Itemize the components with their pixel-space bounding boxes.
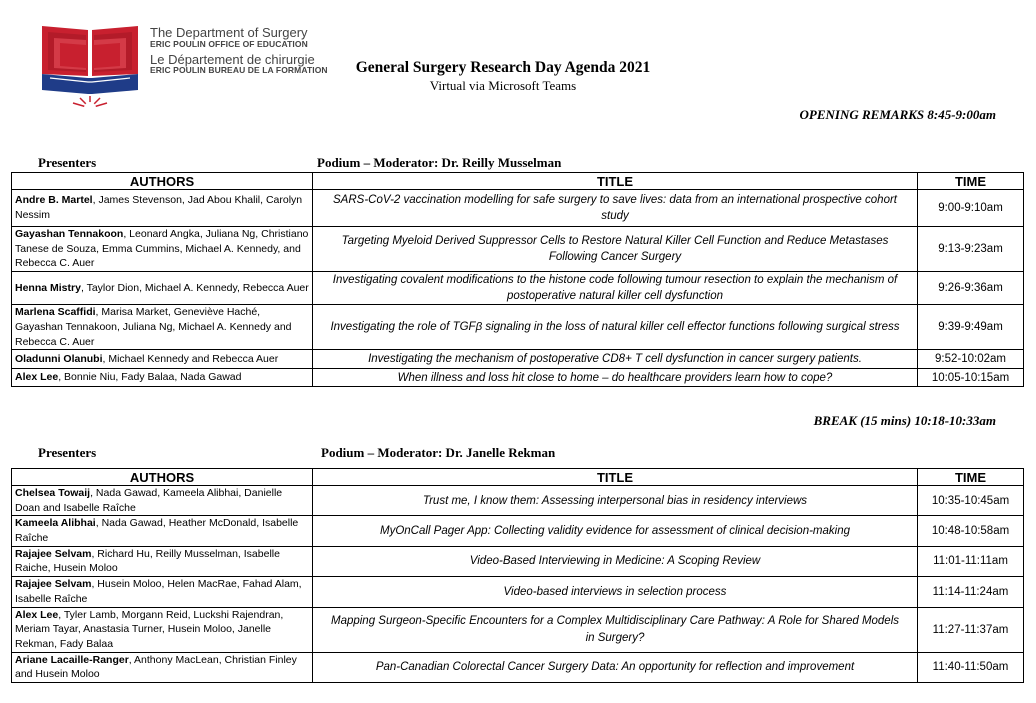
time-cell: 11:27-11:37am (918, 607, 1024, 652)
table-header-row (12, 469, 1024, 486)
coauthors: , Nada Gawad, Kameela Alibhai, Danielle Doan and Isabelle Raîche (15, 487, 283, 514)
opening-remarks-label: OPENING REMARKS 8:45-9:00am (799, 107, 996, 122)
authors-cell (12, 227, 313, 272)
table-row (12, 486, 1024, 516)
authors-cell (12, 652, 313, 682)
title-header: TITLE (313, 173, 918, 190)
podium-moderator-2: Podium – Moderator: Dr. Janelle Rekman (321, 445, 556, 460)
presentation-title-cell: Investigating the role of TGFβ signaling in the loss of natural killer cell effector functions following surgical stress (313, 305, 918, 350)
table-header-row (12, 173, 1024, 190)
authors-cell (12, 546, 313, 576)
authors-cell (12, 607, 313, 652)
presentation-title-cell: Targeting Myeloid Derived Suppressor Cells to Restore Natural Killer Cell Function and Reduce Metastases Following Cancer Surgery (313, 227, 918, 272)
table-row (12, 305, 1024, 350)
time-cell: 11:40-11:50am (918, 652, 1024, 682)
presentation-title-cell: Video-based interviews in selection process (313, 577, 918, 607)
lead-author: Ariane Lacaille-Ranger (15, 653, 129, 666)
coauthors: , Michael Kennedy and Rebecca Auer (102, 352, 279, 365)
coauthors: , Bonnie Niu, Fady Balaa, Nada Gawad (58, 371, 242, 384)
table-row (12, 369, 1024, 387)
presentation-title-cell: Trust me, I know them: Assessing interpersonal bias in residency interviews (313, 486, 918, 516)
coauthors: , Taylor Dion, Michael A. Kennedy, Rebecca Auer (80, 281, 309, 294)
lead-author: Oladunni Olanubi (15, 352, 103, 365)
table-row (12, 516, 1024, 546)
lead-author: Kameela Alibhai (15, 517, 96, 530)
table-row (12, 350, 1024, 369)
time-cell: 9:52-10:02am (918, 350, 1024, 369)
coauthors: , Richard Hu, Reilly Musselman, Isabelle Raiche, Husein Moloo (15, 547, 280, 575)
coauthors: , Husein Moloo, Helen MacRae, Fahad Alam, Isabelle Raîche (15, 578, 302, 605)
authors-cell (12, 305, 313, 350)
podium-moderator-1: Podium – Moderator: Dr. Reilly Musselman (317, 155, 562, 170)
office-name-en: ERIC POULIN OFFICE OF EDUCATION (150, 38, 308, 49)
lead-author: Chelsea Towaij (15, 487, 91, 499)
authors-cell (12, 350, 313, 369)
lead-author: Andre B. Martel (15, 194, 93, 207)
presentation-title-cell: Pan-Canadian Colorectal Cancer Surgery Data: An opportunity for reflection and improvement (313, 652, 918, 682)
authors-cell (12, 516, 313, 546)
time-cell: 9:13-9:23am (918, 227, 1024, 272)
time-cell: 10:35-10:45am (918, 486, 1024, 516)
coauthors: , Leonard Angka, Juliana Ng, Christiano Tanese de Souza, Emma Cummins, Michael A. Kennedy, and Rebecca C. Auer (15, 228, 309, 270)
authors-cell (12, 190, 313, 227)
table-row (12, 227, 1024, 272)
department-logo (40, 16, 140, 108)
coauthors: , James Stevenson, Jad Abou Khalil, Carolyn Nessim (15, 194, 303, 221)
presenters-heading-2: Presenters (38, 445, 97, 460)
agenda-table-1 (11, 172, 1024, 387)
authors-cell (12, 369, 313, 387)
table-row (12, 607, 1024, 652)
break-label: BREAK (15 mins) 10:18-10:33am (813, 413, 996, 428)
agenda-title-block (330, 59, 676, 94)
time-cell: 10:05-10:15am (918, 369, 1024, 387)
coauthors: , Anthony MacLean, Christian Finley and Husein Moloo (15, 653, 297, 681)
presentation-title-cell: Investigating covalent modifications to the histone code following tumour resection to explain the mechanism of postoperative natural killer cell dysfunction (313, 272, 918, 305)
lead-author: Gayashan Tennakoon (15, 228, 124, 240)
office-name-fr: ERIC POULIN BUREAU DE LA FORMATION (150, 65, 328, 76)
authors-cell (12, 486, 313, 516)
presenters-heading-1: Presenters (38, 155, 97, 170)
lead-author: Rajajee Selvam (15, 547, 92, 560)
agenda-table-2 (11, 468, 1024, 683)
time-header: TIME (918, 173, 1024, 190)
presentation-title-cell: Investigating the mechanism of postoperative CD8+ T cell dysfunction in cancer surgery patients. (313, 350, 918, 369)
department-name-block (150, 26, 328, 75)
lead-author: Marlena Scaffidi (15, 306, 96, 319)
lead-author: Alex Lee (15, 371, 59, 384)
time-cell: 11:14-11:24am (918, 577, 1024, 607)
agenda-subtitle: Virtual via Microsoft Teams (429, 78, 577, 93)
agenda-title: General Surgery Research Day Agenda 2021 (355, 59, 651, 76)
presentation-title-cell: Mapping Surgeon-Specific Encounters for a Complex Multidisciplinary Care Pathway: A Role for Shared Models in Surgery? (313, 607, 918, 652)
presentation-title-cell: MyOnCall Pager App: Collecting validity evidence for assessment of clinical decision-making (313, 516, 918, 546)
authors-cell (12, 272, 313, 305)
table-row (12, 652, 1024, 682)
authors-header: AUTHORS (12, 173, 313, 190)
authors-cell (12, 577, 313, 607)
lead-author: Henna Mistry (15, 281, 81, 294)
authors-header: AUTHORS (12, 469, 313, 486)
title-header: TITLE (313, 469, 918, 486)
table-row (12, 546, 1024, 576)
time-cell: 9:39-9:49am (918, 305, 1024, 350)
time-cell: 10:48-10:58am (918, 516, 1024, 546)
presentation-title-cell: When illness and loss hit close to home – do healthcare providers learn how to cope? (313, 369, 918, 387)
coauthors: , Nada Gawad, Heather McDonald, Isabelle Raîche (15, 517, 299, 545)
lead-author: Alex Lee (15, 608, 59, 621)
coauthors: , Marisa Market, Geneviève Haché, Gayashan Tennakoon, Juliana Ng, Michael A. Kennedy and Rebecca C. Auer (15, 306, 292, 348)
dept-name-fr: Le Département de chirurgie (150, 51, 315, 67)
presentation-title-cell: Video-Based Interviewing in Medicine: A Scoping Review (313, 546, 918, 576)
table-row (12, 190, 1024, 227)
lead-author: Rajajee Selvam (15, 578, 92, 591)
dept-name-en: The Department of Surgery (150, 25, 308, 40)
time-cell: 9:26-9:36am (918, 272, 1024, 305)
presentation-title-cell: SARS-CoV-2 vaccination modelling for safe surgery to save lives: data from an international prospective cohort study (313, 190, 918, 227)
table-row (12, 272, 1024, 305)
coauthors: , Tyler Lamb, Morgann Reid, Luckshi Rajendran, Meriam Tayar, Anastasia Turner, Husein Moloo, Janelle Rekman, Fady Balaa (15, 608, 284, 650)
time-cell: 9:00-9:10am (918, 190, 1024, 227)
table-row (12, 577, 1024, 607)
time-cell: 11:01-11:11am (918, 546, 1024, 576)
time-header: TIME (918, 469, 1024, 486)
